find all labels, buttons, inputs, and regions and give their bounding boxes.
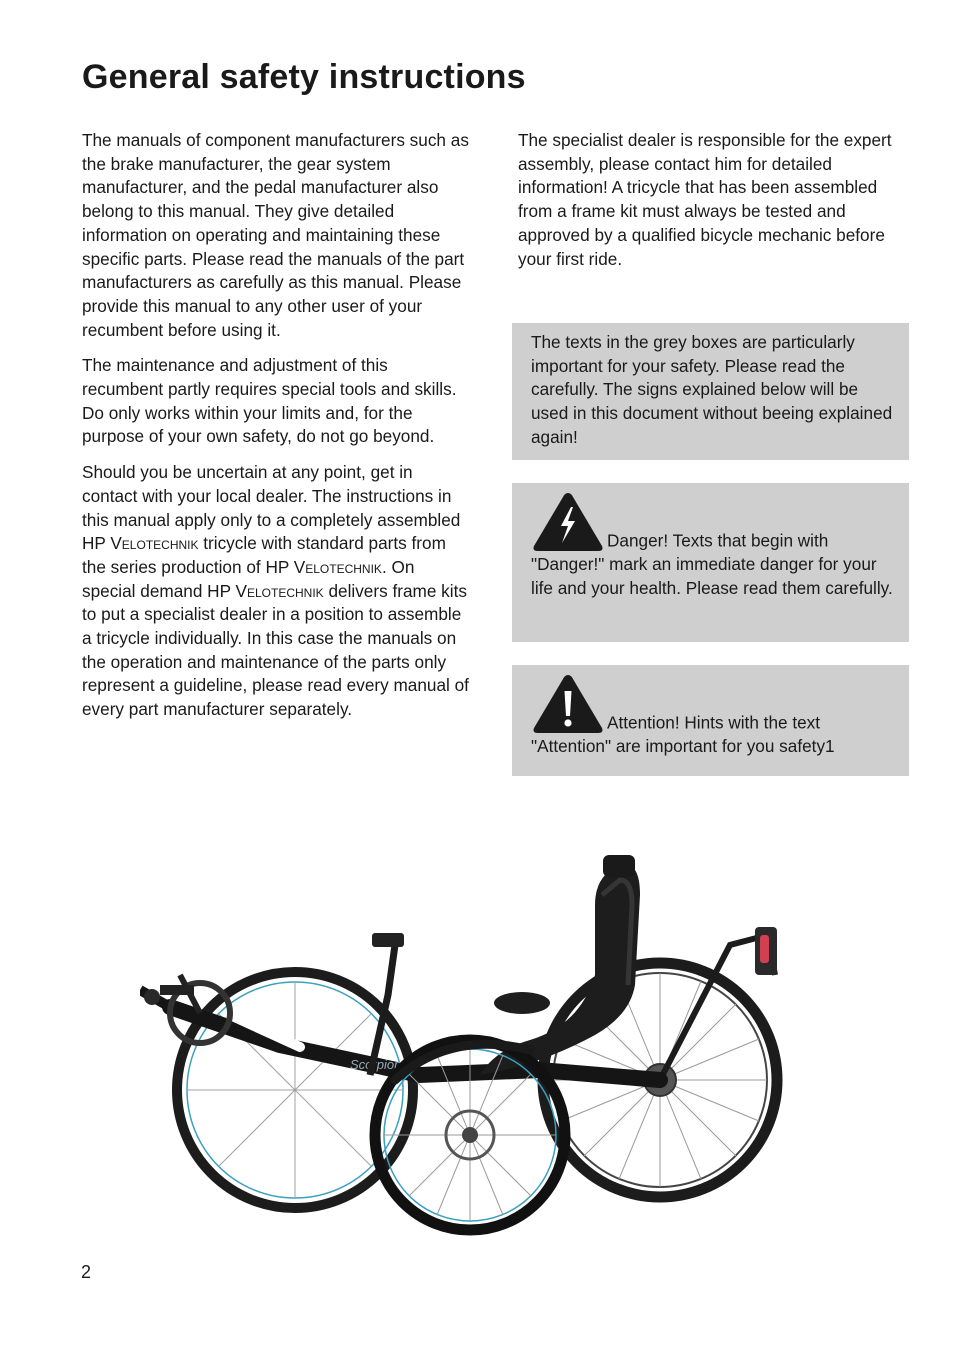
brand-name: Velotechnik [235, 580, 324, 601]
recumbent-tricycle-photo [140, 835, 810, 1243]
attention-text: Attention! Hints with the text "Attention" are important for you safety1 [531, 712, 835, 756]
safety-note-box [512, 323, 909, 460]
danger-box [512, 483, 909, 642]
paragraph-maintenance: The maintenance and adjustment of this recumbent partly requires special tools and skills. Do only works within your limits and, for the purpose of your own safety, do not go beyond. [82, 355, 457, 447]
attention-exclamation-icon [531, 673, 605, 735]
attention-box [512, 665, 909, 776]
paragraph-component-manuals: The manuals of component manufacturers such as the brake manufacturer, the gear system manufacturer, and the pedal manufacturer also belong to this manual. They give detailed information on operating and maintaining these specific parts. Please read the manuals of the part manufacturers as carefully as this manual. Please provide this manual to any other user of your recumbent before using it. [82, 130, 469, 340]
paragraph-dealer-contact: Should you be uncertain at any point, get in contact with your local dealer. The instructions in this manual apply only to a completely assembled HP Velotechnik tricycle with standard parts from the series production of HP Velotechnik. On special demand HP Velotechnik delivers frame kits to put a specialist dealer in a position to assemble a tricycle individually. In this case the manuals on the operation and maintenance of the parts only represent a guideline, please read every manual of every part manufacturer separately. [82, 462, 469, 720]
brand-name: Velotechnik [293, 556, 382, 577]
paragraph-specialist-dealer: The specialist dealer is responsible for the expert assembly, please contact him for detailed information! A tricycle that has been assembled from a frame kit must always be tested and approved by a qualified bicycle mechanic before your first ride. [518, 130, 892, 269]
frame-lettering: Scorpion [350, 1057, 402, 1072]
safety-note-text: The texts in the grey boxes are particularly important for your safety. Please read the carefully. The signs explained below will be used in this document without beeing explained again! [531, 332, 893, 447]
danger-lightning-icon [531, 491, 605, 553]
brand-name: Velotechnik [110, 533, 199, 554]
danger-text: Danger! Texts that begin with "Danger!" mark an immediate danger for your life and your health. Please read them carefully. [531, 530, 893, 598]
page-number: 2 [81, 1262, 92, 1282]
left-column [82, 129, 472, 722]
right-column [518, 129, 910, 271]
page-title: General safety instructions [82, 58, 526, 96]
